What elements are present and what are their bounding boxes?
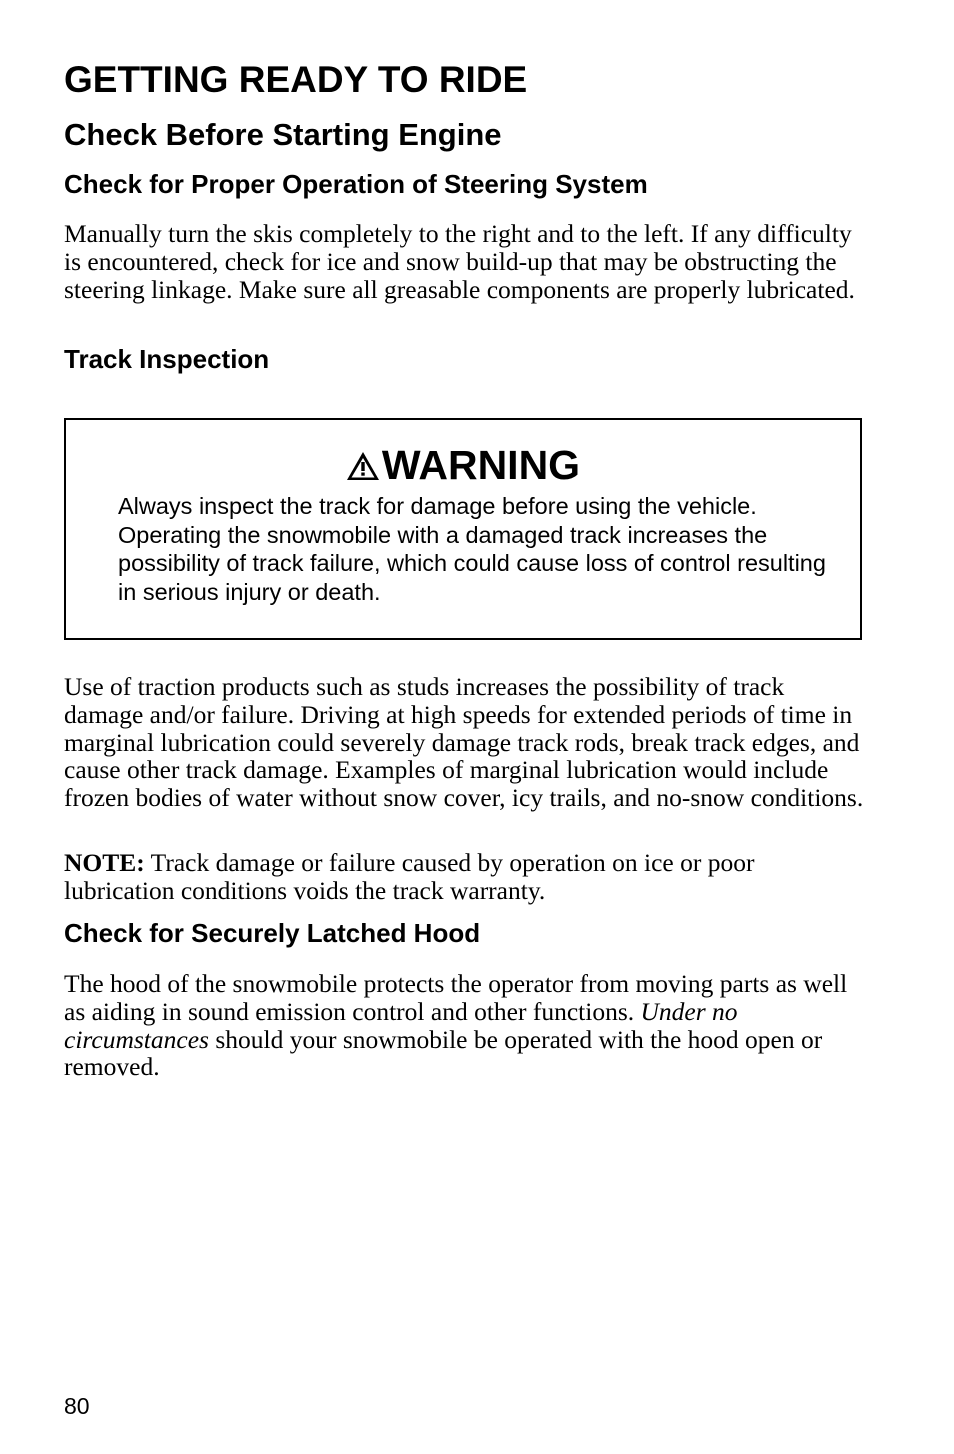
hood-text-start: The hood of the snowmobile protects the operator from moving parts as well as aiding in sound emission control and other functions. <box>64 969 848 1026</box>
section-title: Check Before Starting Engine <box>64 117 502 152</box>
warning-box <box>64 418 862 640</box>
steering-paragraph: Manually turn the skis completely to the right and to the left. If any difficulty is encountered, check for ice and snow build-up that may be obstructing the steering linkage. Make sure all greasable components are properly lubricated. <box>64 219 855 304</box>
steering-heading: Check for Proper Operation of Steering System <box>64 169 648 199</box>
hood-heading: Check for Securely Latched Hood <box>64 918 481 948</box>
warning-title <box>66 442 860 488</box>
page-number: 80 <box>64 1393 90 1419</box>
page-title: GETTING READY TO RIDE <box>64 59 528 100</box>
note-text: Track damage or failure caused by operation on ice or poor lubrication conditions voids the track warranty. <box>64 848 755 905</box>
warning-triangle-icon <box>346 451 380 481</box>
hood-emphasis: Under no circumstances <box>64 996 738 1054</box>
warning-text: Always inspect the track for damage before using the vehicle. Operating the snowmobile with a damaged track increases the possibility of track failure, which could cause loss of control resulting in serious injury or death. <box>118 493 826 605</box>
traction-paragraph: Use of traction products such as studs increases the possibility of track damage and/or failure. Driving at high speeds for extended periods of time in marginal lubrication could severely damage track rods, break track edges, and cause other track damage. Examples of marginal lubrication would include frozen bodies of water without snow cover, icy trails, and no-snow conditions. <box>64 672 864 813</box>
hood-text-end: should your snowmobile be operated with the hood open or removed. <box>64 1024 823 1082</box>
note-paragraph <box>64 849 864 905</box>
warning-label: WARNING <box>381 442 581 488</box>
note-label: NOTE: <box>64 848 145 877</box>
track-inspection-heading: Track Inspection <box>64 344 270 374</box>
hood-paragraph <box>64 970 864 1081</box>
